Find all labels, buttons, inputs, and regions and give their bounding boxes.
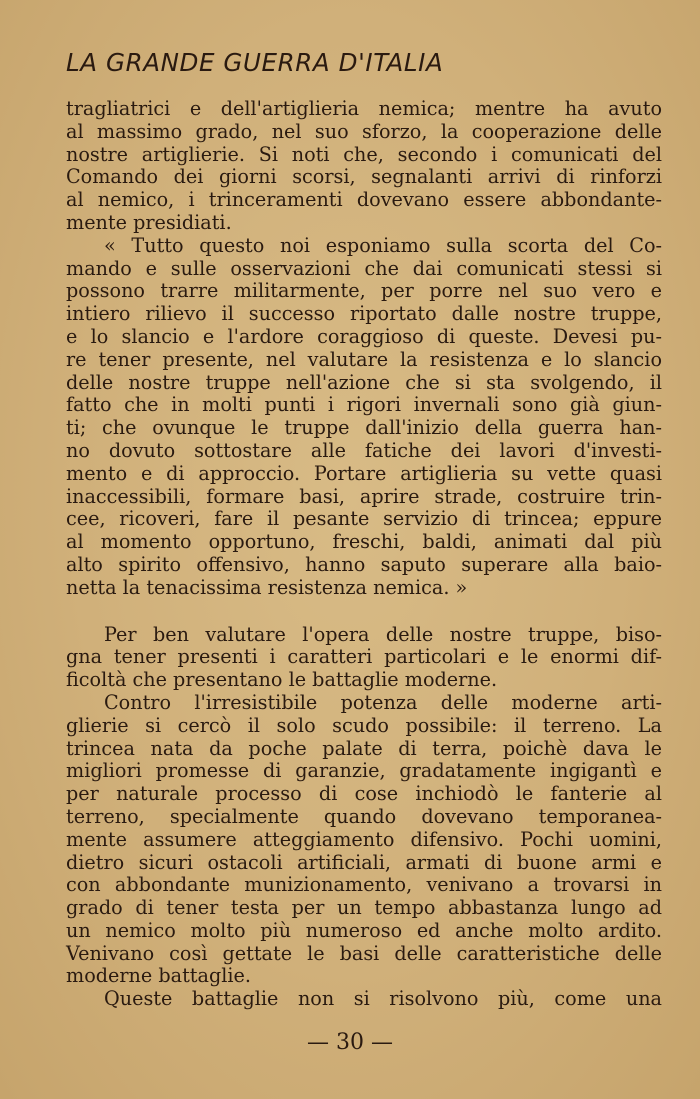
text-line: inaccessibili, formare basi, aprire strade, costruire trin- [66, 484, 662, 508]
text-line: mente assumere atteggiamento difensivo. Pochi uomini, [66, 827, 662, 851]
paragraph-gap [66, 600, 662, 624]
text-line: Contro l'irresistibile potenza delle moderne arti- [104, 690, 662, 714]
text-line: al massimo grado, nel suo sforzo, la cooperazione delle [66, 119, 662, 143]
text-block-2 [66, 624, 662, 1012]
text-line: fatto che in molti punti i rigori invernali sono già giun- [66, 393, 662, 417]
running-head: LA GRANDE GUERRA D'ITALIA [66, 48, 444, 77]
text-line: moderne battaglie. [66, 964, 251, 988]
text-line: nostre artiglierie. Si noti che, secondo i comunicati del [66, 142, 662, 166]
text-line: ficoltà che presentano le battaglie moderne. [66, 668, 498, 692]
text-line: re tener presente, nel valutare la resistenza e lo slancio [66, 347, 662, 371]
text-line: mento e di approccio. Portare artiglieria su vette quasi [66, 461, 662, 485]
text-line: al nemico, i trinceramenti dovevano essere abbondante- [66, 188, 662, 212]
text-line: Per ben valutare l'opera delle nostre truppe, biso- [104, 622, 662, 646]
text-line: terreno, specialmente quando dovevano temporanea- [66, 804, 662, 828]
text-line: mente presidiati. [66, 210, 232, 234]
text-line: e lo slancio e l'ardore coraggioso di queste. Devesi pu- [66, 324, 662, 348]
text-line: alto spirito offensivo, hanno saputo superare alla baio- [66, 552, 662, 576]
page-number: — 30 — [307, 1030, 393, 1055]
text-line: migliori promesse di garanzie, gradatamente ingigantì e [66, 759, 662, 783]
text-line: gna tener presenti i caratteri particolari e le enormi dif- [66, 645, 662, 669]
text-line: Queste battaglie non si risolvono più, come una [104, 987, 662, 1011]
text-line: grado di tener testa per un tempo abbastanza lungo ad [66, 896, 662, 920]
text-line: mando e sulle osservazioni che dai comunicati stessi si [66, 256, 662, 280]
text-line: no dovuto sottostare alle fatiche dei lavori d'investi- [66, 438, 662, 462]
text-line: trincea nata da poche palate di terra, poichè dava le [66, 736, 662, 760]
text-line: per naturale processo di cose inchiodò le fanterie al [66, 782, 662, 806]
text-line: con abbondante munizionamento, venivano a trovarsi in [66, 873, 662, 897]
text-line: dietro sicuri ostacoli artificiali, armati di buone armi e [66, 850, 662, 874]
text-line: al momento opportuno, freschi, baldi, animati dal più [66, 530, 662, 554]
text-line: Comando dei giorni scorsi, segnalanti arrivi di rinforzi [66, 165, 662, 189]
text-line: Venivano così gettate le basi delle caratteristiche delle [66, 941, 662, 965]
text-line: possono trarre militarmente, per porre nel suo vero e [66, 279, 662, 303]
text-line: ti; che ovunque le truppe dall'inizio della guerra han- [66, 416, 662, 440]
text-line: « Tutto questo noi esponiamo sulla scorta del Co- [104, 233, 662, 257]
text-block-1 [66, 98, 662, 600]
text-line: netta la tenacissima resistenza nemica. » [66, 575, 468, 599]
text-line: cee, ricoveri, fare il pesante servizio di trincea; eppure [66, 507, 662, 531]
text-line: glierie si cercò il solo scudo possibile: il terreno. La [66, 713, 662, 737]
body-text [66, 98, 662, 1011]
text-line: un nemico molto più numeroso ed anche molto ardito. [66, 918, 662, 942]
text-line: tragliatrici e dell'artiglieria nemica; mentre ha avuto [66, 97, 662, 120]
text-line: intiero rilievo il successo riportato dalle nostre truppe, [66, 302, 662, 326]
text-line: delle nostre truppe nell'azione che si sta svolgendo, il [66, 370, 662, 394]
